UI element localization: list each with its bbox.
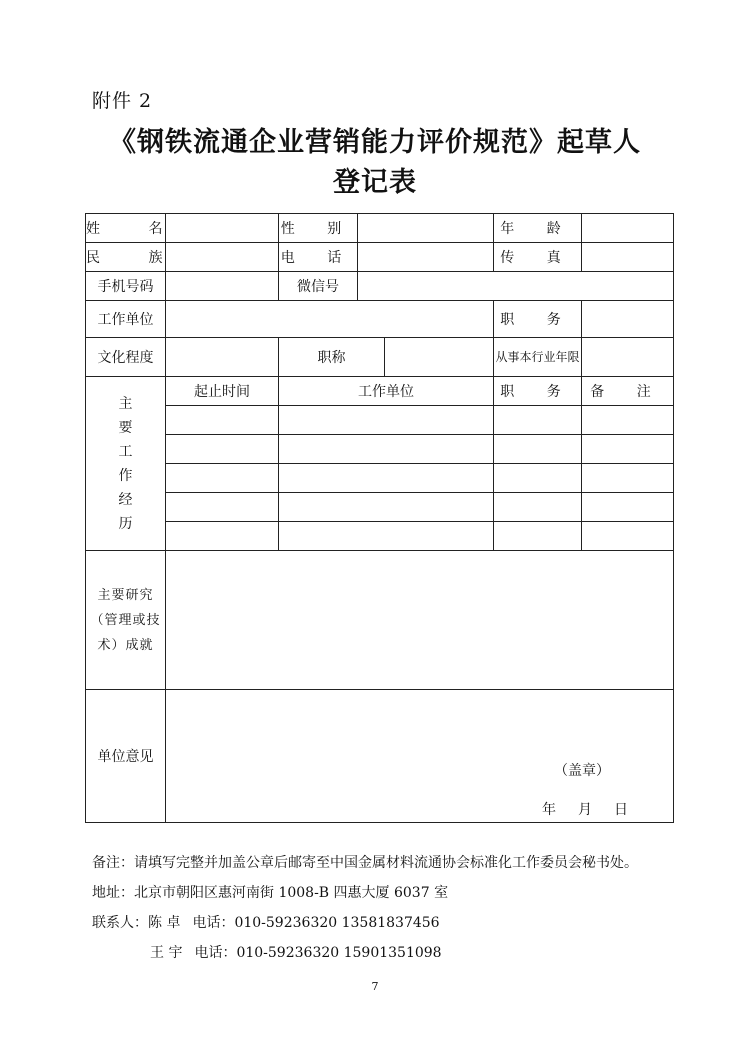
experience-header-position: 职 务 [494,377,582,406]
name-label: 姓 名 [86,214,166,243]
contact2-phone: 电话：010-59236320 15901351098 [194,945,442,961]
phone-label: 电 话 [279,243,358,272]
opinion-label: 单位意见 [86,690,166,823]
registration-form-table [85,213,674,823]
experience-row [86,464,674,493]
date-year-label: 年 [542,802,556,818]
contact-label: 联系人： [92,915,148,931]
experience-position-field[interactable] [494,435,582,464]
experience-position-field[interactable] [494,493,582,522]
mobile-field[interactable] [166,272,279,301]
title-label: 职称 [279,338,385,377]
experience-remarks-field[interactable] [582,522,674,551]
age-field[interactable] [582,214,674,243]
gender-field[interactable] [358,214,494,243]
wechat-label: 微信号 [279,272,358,301]
experience-label-cell [86,377,166,551]
experience-row [86,522,674,551]
document-title-line2: 登记表 [333,167,417,198]
position-label: 职 务 [494,301,582,338]
experience-remarks-field[interactable] [582,464,674,493]
experience-remarks-field[interactable] [582,435,674,464]
title-field[interactable] [385,338,494,377]
experience-position-field[interactable] [494,406,582,435]
experience-row [86,406,674,435]
experience-workplace-field[interactable] [279,406,494,435]
experience-workplace-field[interactable] [279,435,494,464]
experience-period-field[interactable] [166,493,279,522]
experience-position-field[interactable] [494,464,582,493]
contact1-name: 陈 卓 [148,915,181,931]
fax-field[interactable] [582,243,674,272]
page-number: 7 [371,980,379,993]
opinion-field[interactable] [166,690,674,823]
ethnicity-label: 民 族 [86,243,166,272]
education-label: 文化程度 [86,338,166,377]
experience-row [86,493,674,522]
wechat-field[interactable] [358,272,674,301]
contact1-phone: 电话：010-59236320 13581837456 [192,915,440,931]
experience-remarks-field[interactable] [582,493,674,522]
workplace-label: 工作单位 [86,301,166,338]
experience-workplace-field[interactable] [279,522,494,551]
contact2-name: 王 宇 [150,945,183,961]
experience-header-workplace: 工作单位 [279,377,494,406]
education-field[interactable] [166,338,279,377]
contact-line-2 [150,942,442,962]
date-month-label: 月 [578,802,592,818]
document-title-line1: 《钢铁流通企业营销能力评价规范》起草人 [109,127,641,158]
date-line [542,799,650,819]
research-field[interactable] [166,551,674,690]
contact-line-1 [92,912,440,932]
attachment-label: 附件 2 [92,90,153,112]
remark-note: 备注：请填写完整并加盖公章后邮寄至中国金属材料流通协会标准化工作委员会秘书处。 [92,855,638,871]
industry-years-label: 从事本行业年限 [494,338,582,377]
experience-header-remarks: 备 注 [582,377,674,406]
experience-row [86,435,674,464]
experience-workplace-field[interactable] [279,464,494,493]
gender-label: 性 别 [279,214,358,243]
date-day-label: 日 [614,802,628,818]
workplace-field[interactable] [166,301,494,338]
address-note: 地址：北京市朝阳区惠河南街 1008-B 四惠大厦 6037 室 [92,885,449,901]
fax-label: 传 真 [494,243,582,272]
experience-period-field[interactable] [166,464,279,493]
experience-period-field[interactable] [166,406,279,435]
industry-years-field[interactable] [582,338,674,377]
position-field[interactable] [582,301,674,338]
research-label: 主要研究（管理或技术）成就 [86,551,166,690]
age-label: 年 龄 [494,214,582,243]
experience-header-period: 起止时间 [166,377,279,406]
seal-label: （盖章） [554,763,610,779]
experience-position-field[interactable] [494,522,582,551]
experience-label: 主要工作经历 [118,395,133,532]
mobile-label: 手机号码 [86,272,166,301]
experience-workplace-field[interactable] [279,493,494,522]
experience-remarks-field[interactable] [582,406,674,435]
experience-period-field[interactable] [166,522,279,551]
experience-period-field[interactable] [166,435,279,464]
phone-field[interactable] [358,243,494,272]
